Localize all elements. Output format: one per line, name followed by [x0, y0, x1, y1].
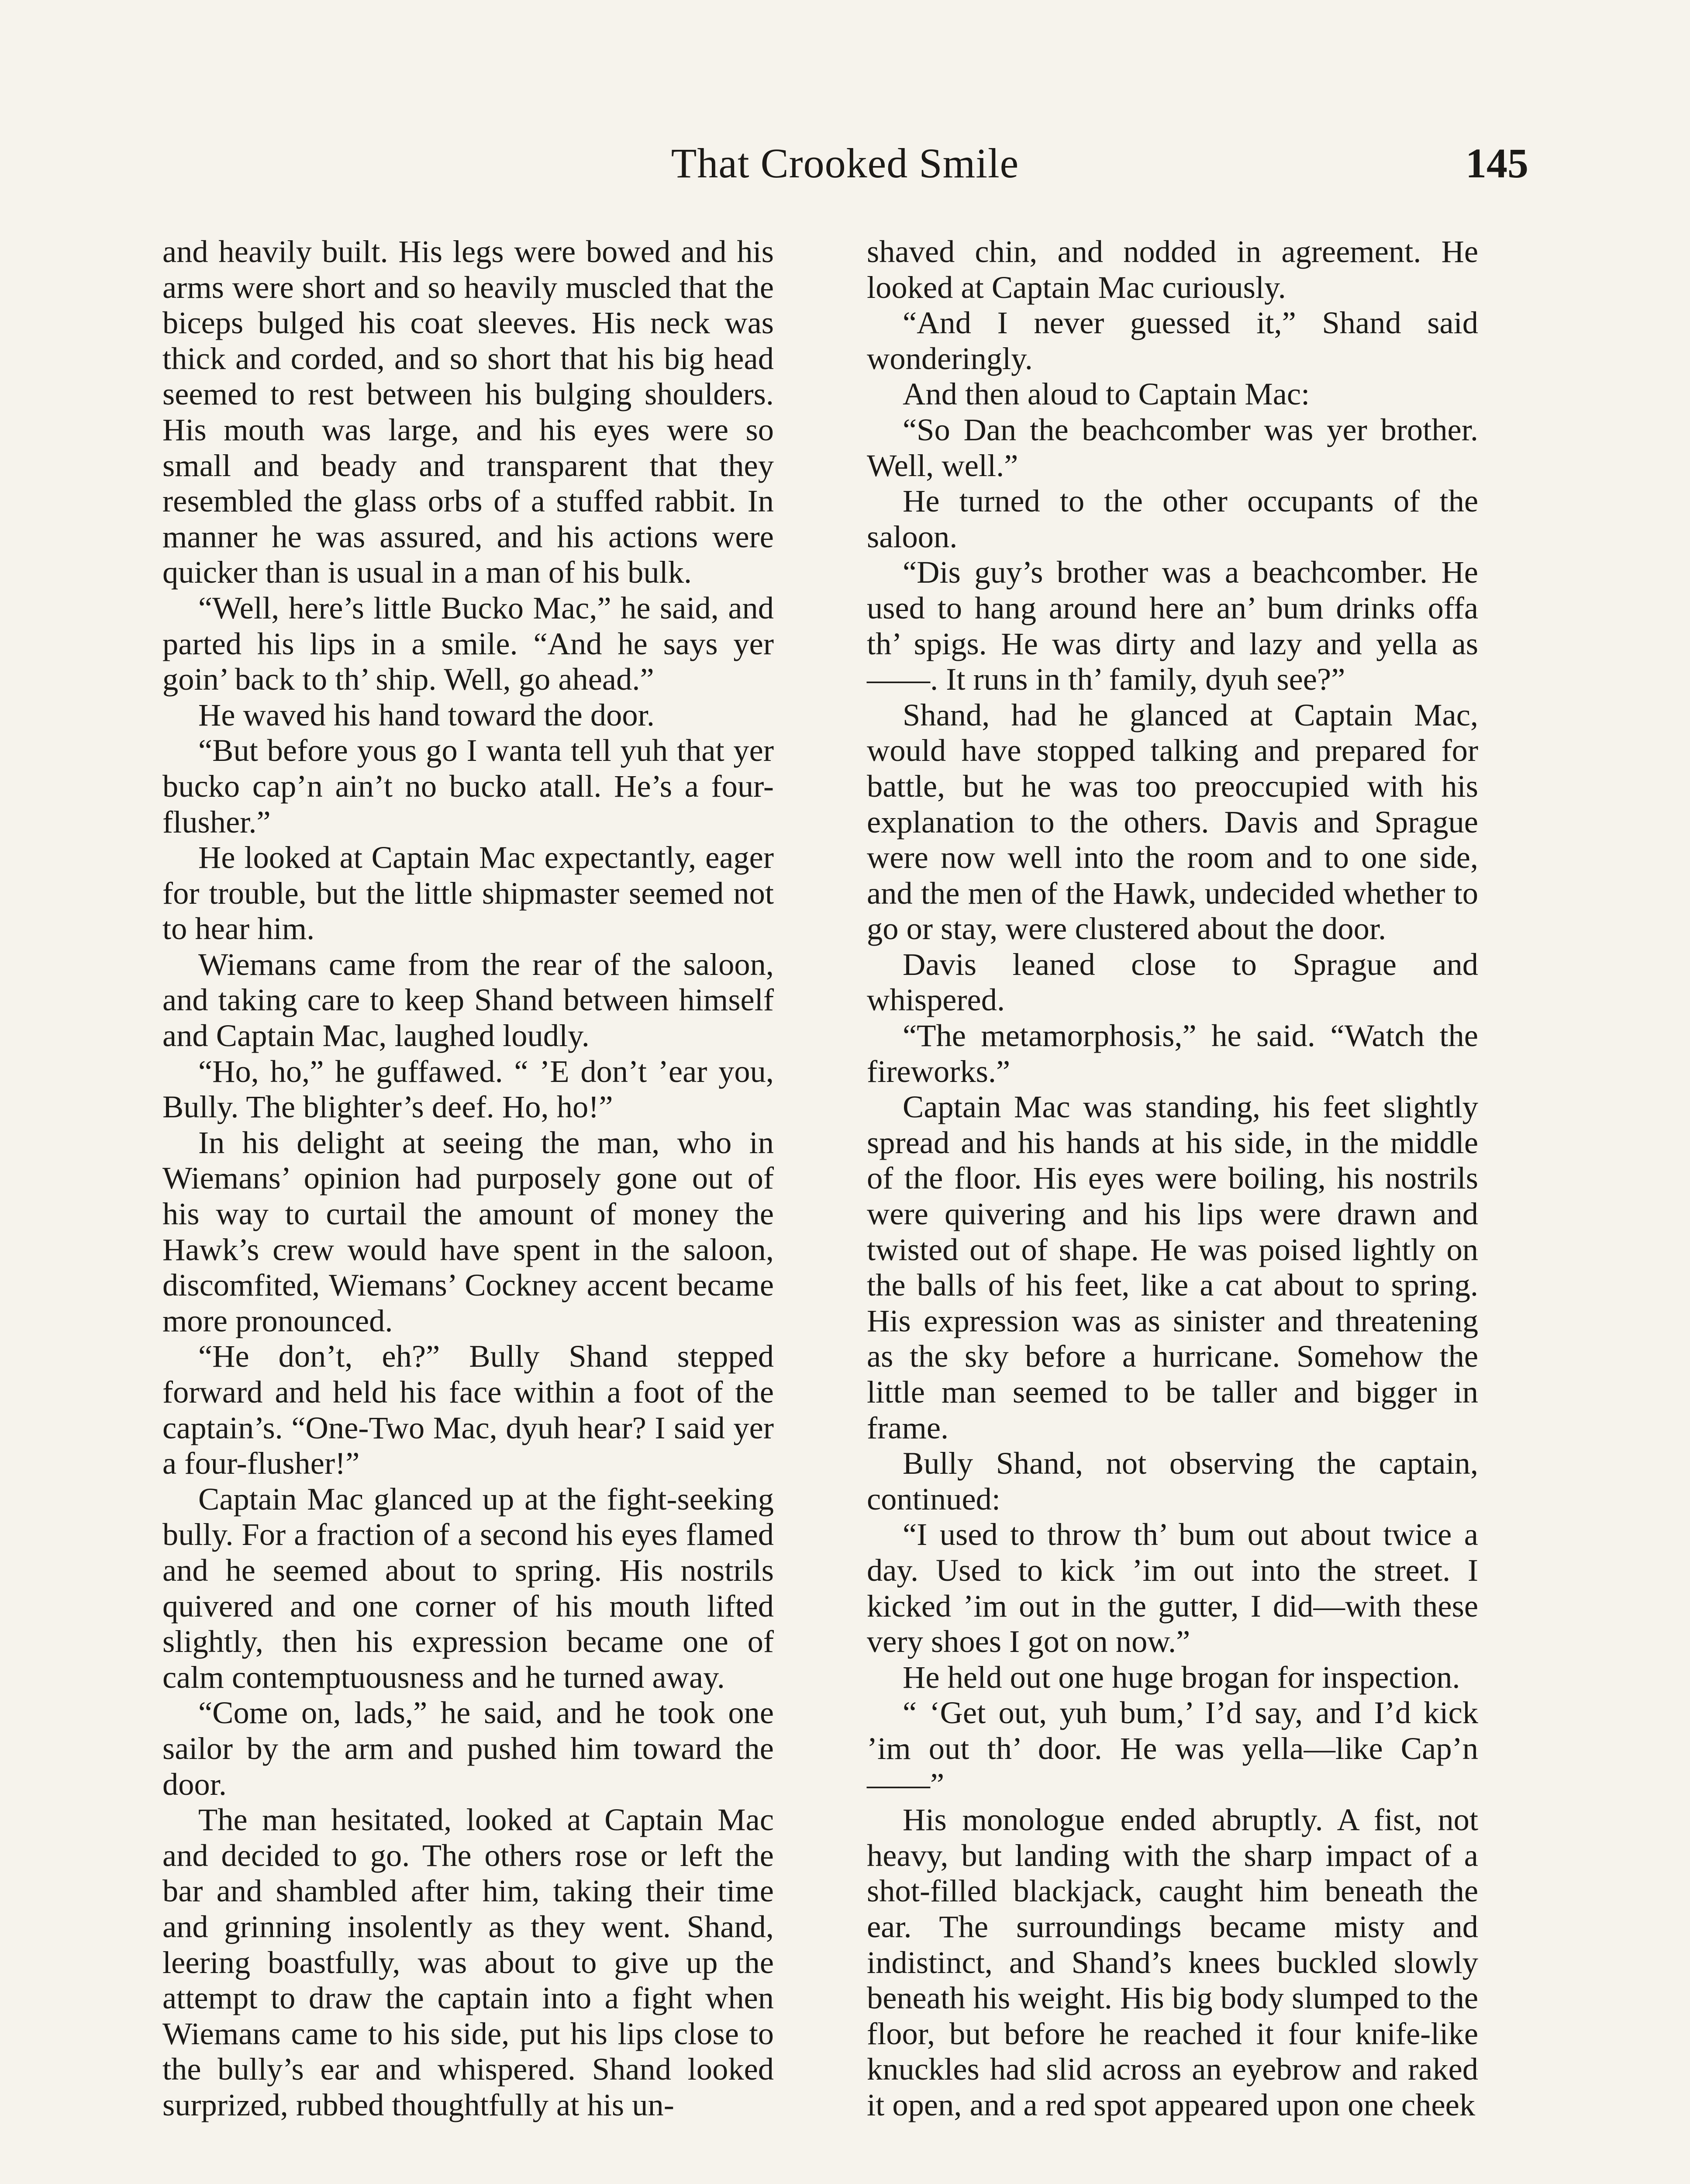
paragraph: Wiemans came from the rear of the saloon, and taking care to keep Shand between himself and Captain Mac, laughed loudly.: [162, 946, 774, 1054]
paragraph: He looked at Captain Mac expectantly, eager for trouble, but the little shipmaster seemed not to hear him.: [162, 840, 774, 947]
paragraph: “ ‘Get out, yuh bum,’ I’d say, and I’d kick ’im out th’ door. He was yella—like Cap’n——”: [867, 1695, 1478, 1802]
paragraph: He held out one huge brogan for inspection.: [903, 1659, 1460, 1695]
paragraph: And then aloud to Captain Mac:: [903, 376, 1310, 412]
paragraph: “Come on, lads,” he said, and he took one sailor by the arm and pushed him toward the door.: [162, 1695, 774, 1802]
paragraph: Captain Mac glanced up at the fight-seeking bully. For a fraction of a second his eyes flamed and he seemed about to spring. His nostrils quivered and one corner of his mouth lifted slightly, then his expression became one of calm contemptuousness and he turned away.: [162, 1481, 774, 1695]
paragraph: In his delight at seeing the man, who in Wiemans’ opinion had purposely gone out of his way to curtail the amount of money the Hawk’s crew would have spent in the saloon, discomfited, Wiemans’ Cockney accent became more pronounced.: [162, 1124, 774, 1338]
paragraph: Bully Shand, not observing the captain, continued:: [867, 1445, 1478, 1517]
paragraph: He waved his hand toward the door.: [198, 697, 655, 733]
paragraph: His monologue ended abruptly. A fist, not heavy, but landing with the sharp impact of a shot-filled blackjack, caught him beneath the ear. The surroundings became misty and indistinct, and Shand’s knees buckled slowly beneath his weight. His big body slumped to the floor, but before he reached it four knife-like knuckles had slid across an eyebrow and raked it open, and a red spot appeared upon one cheek: [867, 1802, 1478, 2122]
paragraph: “The metamorphosis,” he said. “Watch the fireworks.”: [867, 1018, 1478, 1089]
paragraph: “Well, here’s little Bucko Mac,” he said, and parted his lips in a smile. “And he says yer goin’ back to th’ ship. Well, go ahead.”: [162, 590, 774, 697]
paragraph: “Dis guy’s brother was a beachcomber. He used to hang around here an’ bum drinks offa th’ spigs. He was dirty and lazy and yella as ——. It runs in th’ family, dyuh see?”: [867, 554, 1478, 697]
paragraph: He turned to the other occupants of the saloon.: [867, 483, 1478, 554]
text-column-left: [162, 234, 774, 2122]
paragraph: “Ho, ho,” he guffawed. “ ’E don’t ’ear you, Bully. The blighter’s deef. Ho, ho!”: [162, 1053, 774, 1125]
paragraph: The man hesitated, looked at Captain Mac and decided to go. The others rose or left the bar and shambled after him, taking their time and grinning insolently as they went. Shand, leering boastfully, was about to give up the attempt to draw the captain into a fight when Wiemans came to his side, put his lips close to the bully’s ear and whispered. Shand looked surprized, rubbed thoughtfully at his un-: [162, 1802, 774, 2122]
paragraph: “He don’t, eh?” Bully Shand stepped forward and held his face within a foot of the captain’s. “One-Two Mac, dyuh hear? I said yer a four-flusher!”: [162, 1338, 774, 1481]
page-title: That Crooked Smile: [671, 140, 1019, 187]
paragraph: Davis leaned close to Sprague and whispered.: [867, 946, 1478, 1018]
paragraph: Captain Mac was standing, his feet slightly spread and his hands at his side, in the middle of the floor. His eyes were boiling, his nostrils were quivering and his lips were drawn and twisted out of shape. He was poised lightly on the balls of his feet, like a cat about to spring. His expression was as sinister and threatening as the sky before a hurricane. Somehow the little man seemed to be taller and bigger in frame.: [867, 1089, 1478, 1445]
paragraph: Shand, had he glanced at Captain Mac, would have stopped talking and prepared for battle, but he was too preoccupied with his explanation to the others. Davis and Sprague were now well into the room and to one side, and the men of the Hawk, undecided whether to go or stay, were clustered about the door.: [867, 697, 1478, 947]
paragraph: “I used to throw th’ bum out about twice a day. Used to kick ’im out into the street. I kicked ’im out in the gutter, I did—with these very shoes I got on now.”: [867, 1517, 1478, 1659]
paragraph: “And I never guessed it,” Shand said wonderingly.: [867, 305, 1478, 376]
paragraph: “But before yous go I wanta tell yuh that yer bucko cap’n ain’t no bucko atall. He’s a four-flusher.”: [162, 733, 774, 840]
page-number: 145: [1466, 140, 1528, 187]
paragraph: shaved chin, and nodded in agreement. He looked at Captain Mac curiously.: [867, 234, 1478, 305]
paragraph: and heavily built. His legs were bowed and his arms were short and so heavily muscled that the biceps bulged his coat sleeves. His neck was thick and corded, and so short that his big head seemed to rest between his bulging shoulders. His mouth was large, and his eyes were so small and beady and transparent that they resembled the glass orbs of a stuffed rabbit. In manner he was assured, and his actions were quicker than is usual in a man of his bulk.: [162, 234, 774, 590]
text-column-right: [867, 234, 1478, 2122]
paragraph: “So Dan the beachcomber was yer brother. Well, well.”: [867, 411, 1478, 483]
